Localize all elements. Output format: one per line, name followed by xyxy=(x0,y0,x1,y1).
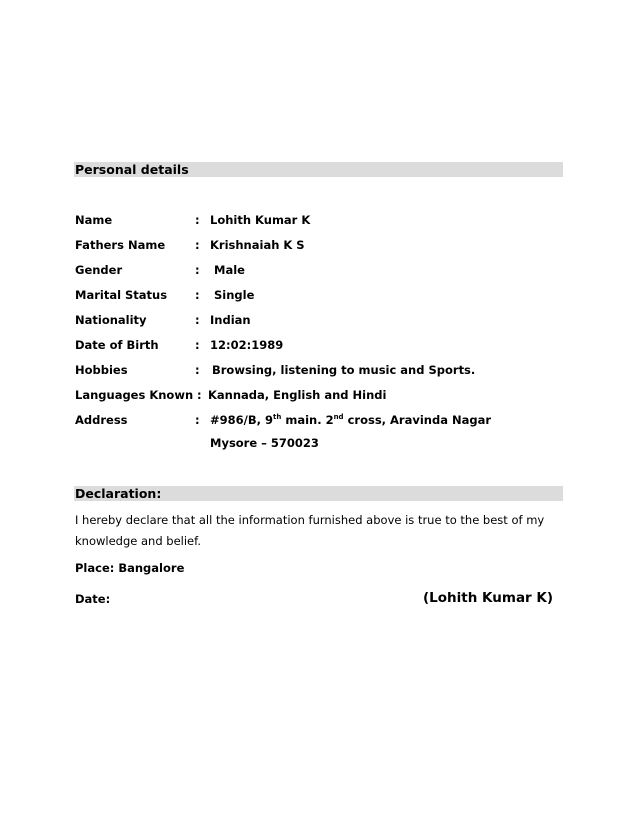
address-line-1 xyxy=(210,411,491,429)
detail-colon: : xyxy=(195,288,200,302)
detail-value: Kannada, English and Hindi xyxy=(208,388,387,402)
detail-value: Male xyxy=(214,263,245,277)
detail-label: Gender xyxy=(75,263,123,277)
detail-row-marital-status xyxy=(0,286,638,304)
detail-row-nationality xyxy=(0,311,638,329)
detail-row-gender xyxy=(0,261,638,279)
detail-label: Hobbies xyxy=(75,363,128,377)
address-line-2: Mysore – 570023 xyxy=(210,436,319,450)
declaration-heading: Declaration: xyxy=(75,486,162,501)
detail-row-name xyxy=(0,211,638,229)
detail-value: 12:02:1989 xyxy=(210,338,284,352)
detail-label: Nationality xyxy=(75,313,147,327)
declaration-text: I hereby declare that all the information furnished above is true to the best of my knowledge and belief. xyxy=(75,513,545,548)
personal-details-heading: Personal details xyxy=(75,162,189,177)
address-part-3: cross, Aravinda Nagar xyxy=(343,413,492,427)
detail-label: Address xyxy=(75,413,128,427)
detail-label: Languages Known xyxy=(75,388,194,402)
ordinal-suffix: th xyxy=(272,413,282,421)
detail-colon: : xyxy=(195,313,200,327)
detail-value: Indian xyxy=(210,313,251,327)
detail-row-address xyxy=(0,411,638,429)
detail-row-date-of-birth xyxy=(0,336,638,354)
detail-value: Single xyxy=(214,288,255,302)
detail-row-languages-known xyxy=(0,386,638,404)
detail-value: Lohith Kumar K xyxy=(210,213,311,227)
detail-label: Marital Status xyxy=(75,288,168,302)
detail-value: Browsing, listening to music and Sports. xyxy=(212,363,476,377)
detail-label: Name xyxy=(75,213,113,227)
detail-colon: : xyxy=(195,238,200,252)
detail-row-hobbies xyxy=(0,361,638,379)
detail-colon: : xyxy=(195,338,200,352)
detail-row-fathers-name xyxy=(0,236,638,254)
detail-colon: : xyxy=(195,213,200,227)
place-line: Place: Bangalore xyxy=(75,561,185,575)
detail-colon: : xyxy=(197,388,202,402)
detail-label: Fathers Name xyxy=(75,238,166,252)
detail-row-address-line-2 xyxy=(0,434,638,452)
date-label: Date: xyxy=(75,592,111,606)
detail-colon: : xyxy=(195,263,200,277)
signature-name: (Lohith Kumar K) xyxy=(423,590,554,606)
address-part-1: #986/B, 9 xyxy=(210,413,273,427)
detail-colon: : xyxy=(195,413,200,427)
address-part-2: main. 2 xyxy=(281,413,334,427)
detail-colon: : xyxy=(195,363,200,377)
ordinal-suffix: nd xyxy=(333,413,344,421)
detail-value: Krishnaiah K S xyxy=(210,238,305,252)
detail-label: Date of Birth xyxy=(75,338,159,352)
